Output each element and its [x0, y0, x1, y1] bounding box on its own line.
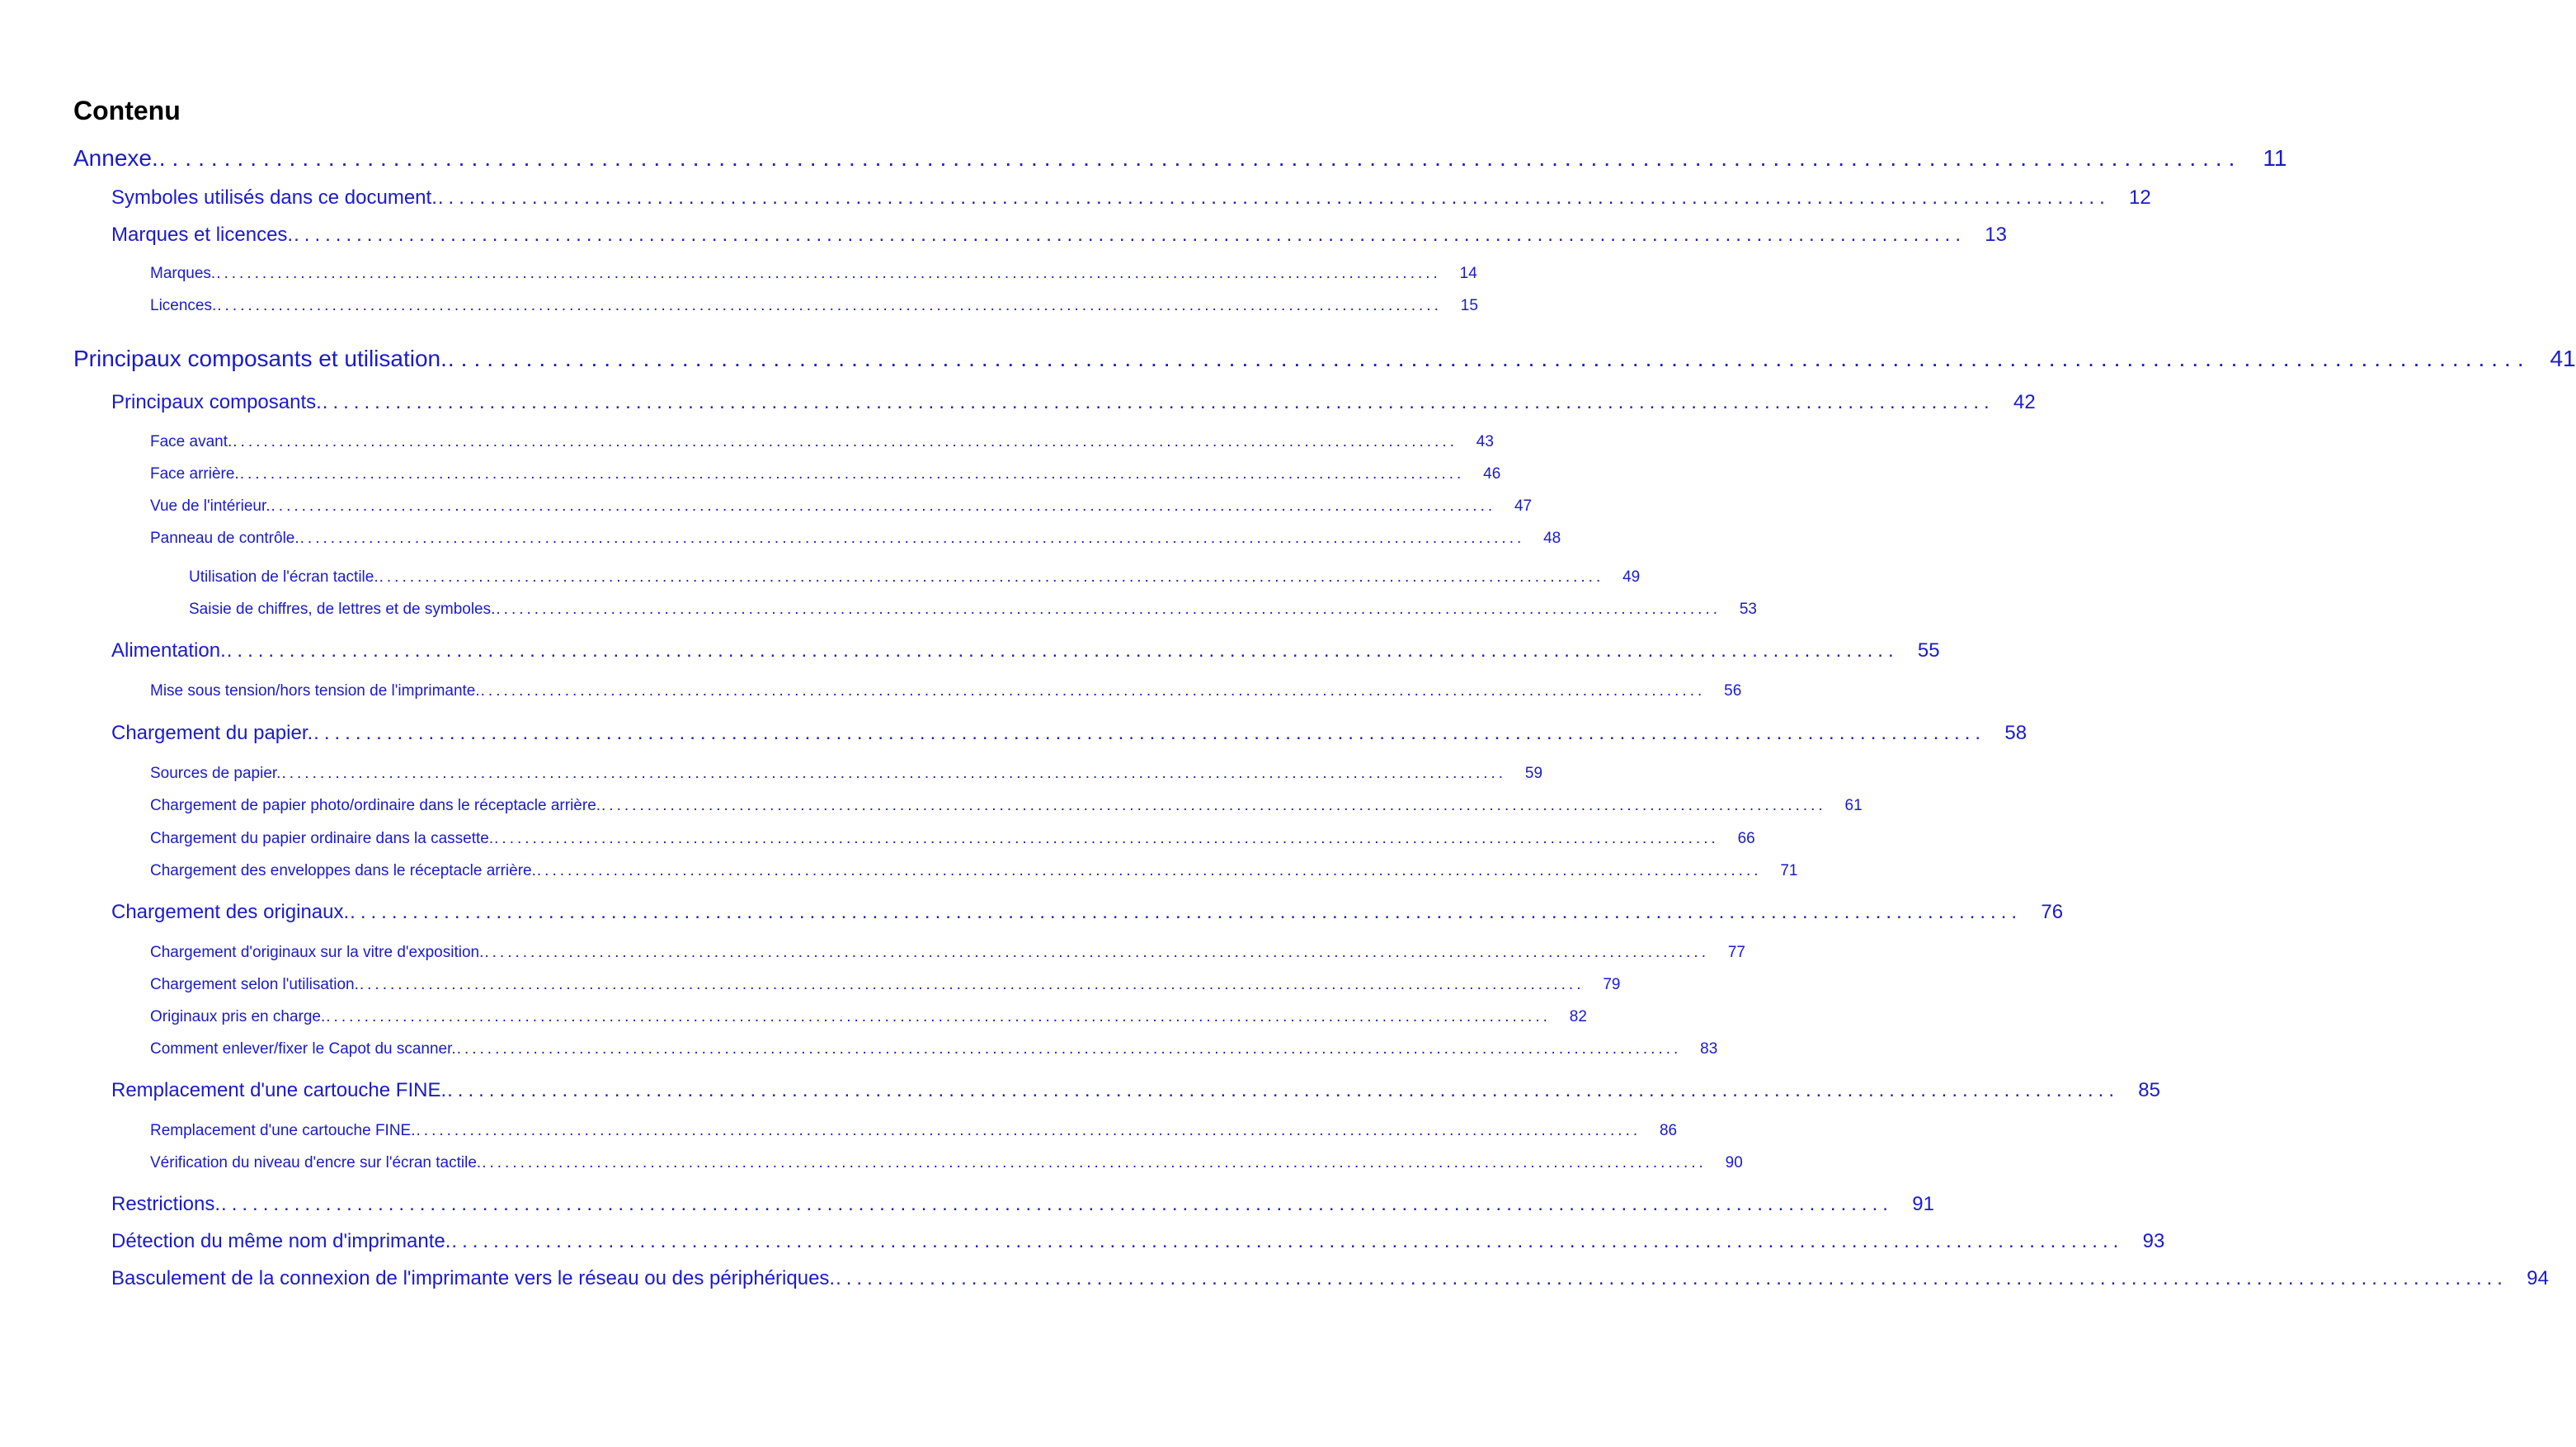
- toc-page-number: 53: [1739, 601, 1757, 618]
- toc-page-number: 48: [1543, 530, 1561, 547]
- toc-entry-label: Licences.: [150, 297, 217, 314]
- toc-leader: ................................................................................................................................................................: [456, 1040, 1682, 1058]
- toc-leader: ................................................................................................................................................................: [496, 601, 1721, 618]
- toc-entry-papier-cassette[interactable]: [150, 830, 1755, 848]
- toc-entry-label: Face avant.: [150, 433, 233, 450]
- toc-entry-label: Chargement de papier photo/ordinaire dans le réceptacle arrière.: [150, 797, 601, 814]
- toc-leader: ................................................................................................................................................................: [359, 976, 1585, 993]
- toc-entry-marques-licences[interactable]: [111, 224, 2007, 247]
- toc-leader: ................................................................................................................................................................: [299, 530, 1525, 547]
- toc-entry-label: Basculement de la connexion de l'imprimante vers le réseau ou des périphériques.: [111, 1267, 836, 1289]
- toc-page-number: 66: [1737, 830, 1755, 847]
- toc-page-number: 91: [1912, 1193, 1934, 1215]
- toc-leader: ................................................................................................................................................................: [326, 1008, 1551, 1025]
- toc-entry-selon-utilisation[interactable]: [150, 976, 1621, 994]
- toc-page-number: 42: [2013, 391, 2036, 413]
- toc-page-number: 93: [2142, 1230, 2165, 1252]
- toc-entry-niveau-encre[interactable]: [150, 1154, 1743, 1172]
- toc-page-number: 43: [1476, 433, 1494, 450]
- toc-entry-label: Vue de l'intérieur.: [150, 497, 271, 515]
- toc-entry-marques[interactable]: [150, 265, 1477, 283]
- toc-page-number: 12: [2129, 186, 2151, 209]
- toc-leader: ................................................................................................................................................................: [216, 265, 1441, 282]
- toc-leader: ................................................................................................................................................................: [536, 862, 1762, 879]
- toc-page-number: 76: [2041, 901, 2064, 923]
- toc-leader: ................................................................................................................................................................: [271, 497, 1496, 515]
- toc-leader: ................................................................................................................................................................: [239, 465, 1465, 483]
- toc-entry-label: Comment enlever/fixer le Capot du scanner.: [150, 1040, 456, 1058]
- toc-entry-remplacement-cartouche-sub[interactable]: [150, 1122, 1678, 1140]
- toc-page-number: 47: [1514, 497, 1533, 515]
- toc-page-number: 58: [2004, 722, 2027, 744]
- toc-page-number: 15: [1460, 297, 1478, 314]
- toc-entry-annexe[interactable]: [73, 145, 2287, 172]
- toc-entry-label: Panneau de contrôle.: [150, 530, 299, 547]
- toc-entry-label: Chargement du papier ordinaire dans la cassette.: [150, 830, 494, 847]
- toc-entry-vitre-exposition[interactable]: [150, 944, 1745, 962]
- toc-entry-label: Chargement du papier.: [111, 722, 313, 744]
- toc-leader: ................................................................................................................................................................: [484, 944, 1709, 961]
- toc-leader: ................................................................................................................................................................: [836, 1267, 2508, 1289]
- toc-page-number: 49: [1622, 568, 1641, 586]
- toc-leader: ................................................................................................................................................................: [313, 722, 1986, 744]
- toc-leader: ................................................................................................................................................................: [379, 568, 1604, 586]
- toc-leader: ................................................................................................................................................................: [494, 830, 1719, 847]
- toc-page-number: 46: [1483, 465, 1501, 483]
- toc-entry-label: Face arrière.: [150, 465, 239, 483]
- toc-entry-papier-photo-ordinaire[interactable]: [150, 797, 1863, 815]
- toc-entry-label: Annexe.: [73, 145, 158, 171]
- toc-entry-label: Marques et licences.: [111, 224, 294, 246]
- toc-leader: ................................................................................................................................................................: [437, 186, 2110, 209]
- toc-page-number: 82: [1569, 1008, 1587, 1025]
- toc-entry-chargement-originaux[interactable]: [111, 901, 2064, 924]
- toc-title: Contenu: [73, 96, 181, 125]
- toc-entry-face-avant[interactable]: [150, 433, 1494, 451]
- toc-entry-label: Originaux pris en charge.: [150, 1008, 326, 1025]
- toc-entry-label: Remplacement d'une cartouche FINE.: [111, 1079, 447, 1101]
- toc-page-number: 11: [2263, 145, 2287, 171]
- toc-entry-label: Chargement selon l'utilisation.: [150, 976, 359, 993]
- toc-leader: ................................................................................................................................................................: [226, 639, 1899, 662]
- toc-page-number: 83: [1700, 1040, 1718, 1058]
- toc-entry-alimentation[interactable]: [111, 639, 1940, 662]
- toc-entry-label: Chargement des originaux.: [111, 901, 350, 923]
- toc-leader: ................................................................................................................................................................: [294, 224, 1966, 246]
- toc-entry-label: Remplacement d'une cartouche FINE.: [150, 1122, 416, 1139]
- toc-leader: ................................................................................................................................................................: [416, 1122, 1641, 1139]
- toc-entry-capot-scanner[interactable]: [150, 1040, 1718, 1058]
- toc-leader: ................................................................................................................................................................: [451, 1230, 2124, 1252]
- toc-page-number: 56: [1724, 682, 1742, 700]
- toc-page-number: 59: [1524, 765, 1543, 782]
- toc-entry-enveloppes[interactable]: [150, 862, 1798, 880]
- toc-entry-label: Mise sous tension/hors tension de l'imprimante.: [150, 682, 480, 700]
- toc-entry-label: Vérification du niveau d'encre sur l'écran tactile.: [150, 1154, 482, 1171]
- toc-leader: ................................................................................................................................................................: [350, 901, 2023, 923]
- toc-page-number: 94: [2527, 1267, 2549, 1289]
- toc-page-number: 71: [1780, 862, 1798, 879]
- toc-leader: ................................................................................................................................................................: [217, 297, 1442, 314]
- toc-page-number: 86: [1659, 1122, 1678, 1139]
- toc-entry-label: Saisie de chiffres, de lettres et de symboles.: [189, 601, 496, 618]
- toc-page-number: 79: [1603, 976, 1621, 993]
- toc-entry-label: Principaux composants et utilisation.: [73, 346, 447, 371]
- toc-entry-panneau-controle[interactable]: [150, 530, 1561, 548]
- toc-leader: ................................................................................................................................................................: [322, 391, 1994, 413]
- toc-entry-label: Restrictions.: [111, 1193, 221, 1215]
- toc-entry-label: Principaux composants.: [111, 391, 322, 413]
- toc-entry-ecran-tactile[interactable]: [189, 568, 1641, 587]
- toc-entry-label: Marques.: [150, 265, 216, 282]
- toc-leader: ................................................................................................................................................................: [233, 433, 1458, 450]
- toc-entry-basculement-connexion[interactable]: [111, 1267, 2549, 1290]
- toc-entry-face-arriere[interactable]: [150, 465, 1501, 483]
- toc-entry-label: Détection du même nom d'imprimante.: [111, 1230, 451, 1252]
- toc-page-number: 13: [1985, 224, 2007, 246]
- toc-leader: ................................................................................................................................................................: [482, 1154, 1707, 1171]
- toc-entry-label: Sources de papier.: [150, 765, 281, 782]
- toc-entry-mise-sous-tension[interactable]: [150, 682, 1742, 700]
- toc-entry-principaux-composants-utilisation[interactable]: [73, 346, 2576, 372]
- toc-entry-symboles[interactable]: [111, 186, 2151, 210]
- toc-leader: ................................................................................................................................................................: [601, 797, 1826, 814]
- toc-page-number: 14: [1459, 265, 1477, 282]
- toc-entry-saisie-chiffres[interactable]: [189, 601, 1757, 619]
- toc-entry-label: Utilisation de l'écran tactile.: [189, 568, 379, 586]
- toc-entry-label: Chargement d'originaux sur la vitre d'exposition.: [150, 944, 484, 961]
- toc-page-number: 61: [1844, 797, 1863, 814]
- toc-entry-label: Chargement des enveloppes dans le réceptacle arrière.: [150, 862, 536, 879]
- toc-entry-principaux-composants[interactable]: [111, 391, 2036, 414]
- toc-entry-restrictions[interactable]: [111, 1193, 1934, 1216]
- toc-entry-label: Alimentation.: [111, 639, 226, 662]
- toc-entry-sources-papier[interactable]: [150, 765, 1543, 783]
- toc-entry-label: Symboles utilisés dans ce document.: [111, 186, 437, 209]
- toc-leader: ................................................................................................................................................................: [158, 145, 2242, 171]
- toc-page-number: 90: [1725, 1154, 1743, 1171]
- toc-page-number: 41: [2550, 346, 2576, 371]
- toc-entry-originaux-pris-en-charge[interactable]: [150, 1008, 1587, 1026]
- toc-page-number: 85: [2138, 1079, 2160, 1101]
- toc-leader: ................................................................................................................................................................: [221, 1193, 1893, 1215]
- toc-page-number: 77: [1727, 944, 1745, 961]
- toc-entry-chargement-papier[interactable]: [111, 722, 2027, 745]
- toc-entry-detection-nom[interactable]: [111, 1230, 2165, 1253]
- toc-entry-remplacement-cartouche[interactable]: [111, 1079, 2160, 1102]
- toc-leader: ................................................................................................................................................................: [447, 346, 2531, 371]
- toc-entry-vue-interieur[interactable]: [150, 497, 1533, 516]
- toc-leader: ................................................................................................................................................................: [447, 1079, 2119, 1101]
- toc-entry-licences[interactable]: [150, 297, 1478, 315]
- toc-page-number: 55: [1917, 639, 1940, 662]
- toc-leader: ................................................................................................................................................................: [480, 682, 1706, 700]
- toc-leader: ................................................................................................................................................................: [281, 765, 1507, 782]
